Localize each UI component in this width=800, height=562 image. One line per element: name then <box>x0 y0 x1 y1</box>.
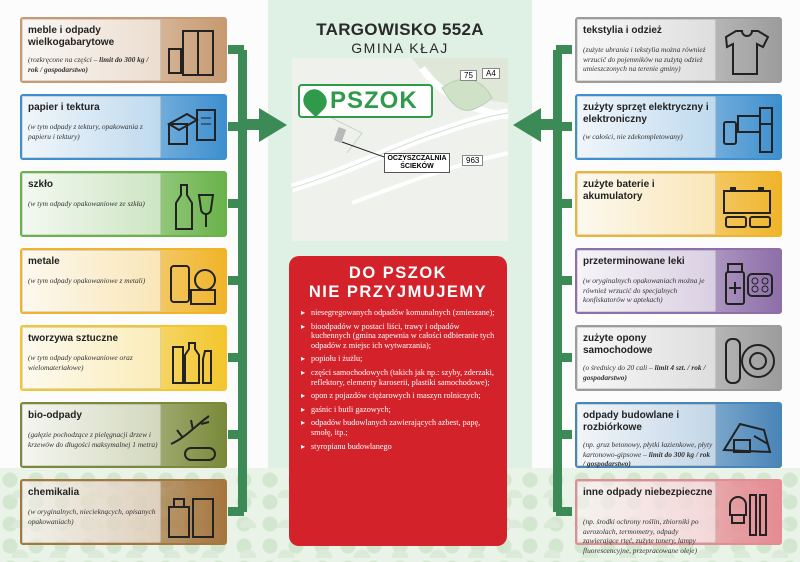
category-description-text: (w tym odpady opakowaniowe z metali) <box>28 276 146 285</box>
category-title: zużyty sprzęt elektryczny i elektroniczny <box>583 102 709 125</box>
hazard-items-icon <box>720 487 774 541</box>
category-card <box>575 94 782 160</box>
connector-tick <box>556 122 572 131</box>
category-card <box>20 171 227 237</box>
road-label-75: 75 <box>460 70 477 81</box>
electronics-icon <box>720 102 774 156</box>
landmark-label-line2: ŚCIEKÓW <box>400 163 434 170</box>
landmark-label-line1: OCZYSZCZALNIA <box>387 155 447 162</box>
tires-icon <box>720 333 774 387</box>
not-accepted-item: ▸ odpadów budowlanych zawierających azbest, papę, smołę, itp.; <box>301 418 499 437</box>
location-map <box>292 58 508 241</box>
category-description-text: (rozkręcone na części – <box>28 55 98 64</box>
not-accepted-heading-line2: NIE PRZYJMUJEMY <box>308 283 488 301</box>
category-card <box>20 17 227 83</box>
not-accepted-heading-line1: DO PSZOK <box>348 264 448 282</box>
not-accepted-item: ▸ bioodpadów w postaci liści, trawy i odpadów kuchennych (gmina zapewnia w całości odbieranie tych odpadów z miejsc ich wytwarzania); <box>301 322 499 351</box>
not-accepted-list <box>301 308 499 455</box>
connector-tick <box>228 430 244 439</box>
category-description <box>583 132 713 142</box>
category-title: zużyte opony samochodowe <box>583 333 653 356</box>
category-title: inne odpady niebezpieczne <box>583 487 713 498</box>
chemical-cans-icon <box>165 487 219 541</box>
category-description-text: (w oryginalnych opakowaniach można je również wrzucić do specjalnych konfiskatorów w aptekach) <box>583 276 705 304</box>
category-description <box>28 430 158 449</box>
category-card <box>575 479 782 555</box>
category-title: szkło <box>28 179 54 190</box>
category-card <box>575 17 782 83</box>
category-limit-text: limit 4 szt. / rok / gospodarstwo) <box>583 363 706 382</box>
branch-log-icon <box>165 410 219 464</box>
arrow-right-icon <box>259 108 287 142</box>
category-card <box>20 325 227 391</box>
category-description-text: (w oryginalnych, niecieknących, opisanych opakowaniach) <box>28 507 156 526</box>
location-subtitle: GMINA KŁAJ <box>351 40 449 56</box>
category-description <box>28 122 158 141</box>
category-card <box>20 248 227 314</box>
connector-tick <box>228 199 244 208</box>
category-card <box>575 171 782 237</box>
category-card <box>20 402 227 468</box>
connector-tick <box>228 353 244 362</box>
metal-cans-icon <box>165 256 219 310</box>
not-accepted-item: ▸ styropianu budowlanego <box>301 442 499 452</box>
shirt-icon <box>720 25 774 79</box>
category-title: tekstylia i odzież <box>583 25 662 36</box>
category-description <box>583 517 713 555</box>
category-description <box>28 199 158 209</box>
medicine-icon <box>720 256 774 310</box>
battery-icon <box>720 179 774 233</box>
category-description <box>583 363 713 382</box>
category-description <box>28 507 158 526</box>
right-arrow-shaft <box>539 119 553 130</box>
plastic-bottles-icon <box>165 333 219 387</box>
not-accepted-panel <box>289 256 507 546</box>
category-card <box>575 402 782 468</box>
category-limit-text: limit do 300 kg / rok / gospodarstwo) <box>28 55 149 74</box>
category-title: zużyte baterie i akumulatory <box>583 179 655 202</box>
category-description <box>583 440 713 469</box>
category-card <box>575 325 782 391</box>
connector-tick <box>556 507 572 516</box>
category-description-text: (np. środki ochrony roślin, zbiorniki po aerozolach, termometry, odpady zawierające rtęć, zużyte tonery, lampy fluorescencyjne, przepracowane oleje) <box>583 517 699 555</box>
category-title: przeterminowane leki <box>583 256 685 267</box>
category-card <box>575 248 782 314</box>
connector-tick <box>228 45 244 54</box>
category-description <box>28 353 158 372</box>
category-title: bio-odpady <box>28 410 82 421</box>
connector-tick <box>556 276 572 285</box>
category-title: odpady budowlane i rozbiórkowe <box>583 410 680 433</box>
connector-tick <box>556 45 572 54</box>
category-description-text: (w tym odpady opakowaniowe oraz wielomateriałowe) <box>28 353 133 372</box>
category-description <box>28 55 158 74</box>
connector-tick <box>556 430 572 439</box>
paper-box-icon <box>165 102 219 156</box>
category-description <box>28 276 158 286</box>
construction-icon <box>720 410 774 464</box>
category-description <box>583 45 713 74</box>
recycle-pin-icon <box>299 85 332 118</box>
connector-tick <box>556 199 572 208</box>
category-description-text: (w tym odpady opakowaniowe ze szkła) <box>28 199 145 208</box>
arrow-left-icon <box>513 108 541 142</box>
pszok-logo-text: PSZOK <box>330 87 418 114</box>
category-card <box>20 479 227 545</box>
landmark-label <box>384 153 450 173</box>
not-accepted-item: ▸ niesegregowanych odpadów komunalnych (zmieszane); <box>301 308 499 318</box>
glass-bottles-icon <box>165 179 219 233</box>
category-description-text: (zużyte ubrania i tekstylia można również wrzucić do pojemników na zużytą odzież umieszczonych na terenie gminy) <box>583 45 706 73</box>
category-description <box>583 276 713 305</box>
not-accepted-item: ▸ popiołu i żużlu; <box>301 354 499 364</box>
category-title: chemikalia <box>28 487 80 498</box>
not-accepted-item: ▸ opon z pojazdów ciężarowych i maszyn rolniczych; <box>301 391 499 401</box>
category-title: papier i tektura <box>28 102 100 113</box>
connector-tick <box>228 122 244 131</box>
category-description-text: (gałęzie pochodzące z pielęgnacji drzew i krzewów do długości maksymalnej 1 metra) <box>28 430 158 449</box>
category-description-text: (np. gruz betonowy, płytki łazienkowe, płyty kartonowo-gipsowe – <box>583 440 713 459</box>
not-accepted-item: ▸ gaśnic i butli gazowych; <box>301 405 499 415</box>
category-card <box>20 94 227 160</box>
wardrobe-icon <box>165 25 219 79</box>
not-accepted-item: ▸ części samochodowych (takich jak np.: szyby, zderzaki, reflektory, elementy karoserii, plastiki samochodowe); <box>301 368 499 387</box>
connector-tick <box>556 353 572 362</box>
road-label-a4: A4 <box>482 68 500 79</box>
category-description-text: (w tym odpady z tektury, opakowania z papieru i tektury) <box>28 122 143 141</box>
road-label-963: 963 <box>462 155 483 166</box>
category-description-text: (o średnicy do 20 cali – <box>583 363 653 372</box>
category-title: metale <box>28 256 60 267</box>
connector-tick <box>228 276 244 285</box>
category-title: meble i odpady wielkogabarytowe <box>28 25 115 48</box>
pszok-logo <box>298 84 433 118</box>
connector-tick <box>228 507 244 516</box>
category-title: tworzywa sztuczne <box>28 333 119 344</box>
location-title: TARGOWISKO 552A <box>316 20 484 39</box>
category-description-text: (w całości, nie zdekompletowany) <box>583 132 683 141</box>
category-limit-text: limit do 300 kg / rok / gospodarstwo) <box>583 449 711 468</box>
